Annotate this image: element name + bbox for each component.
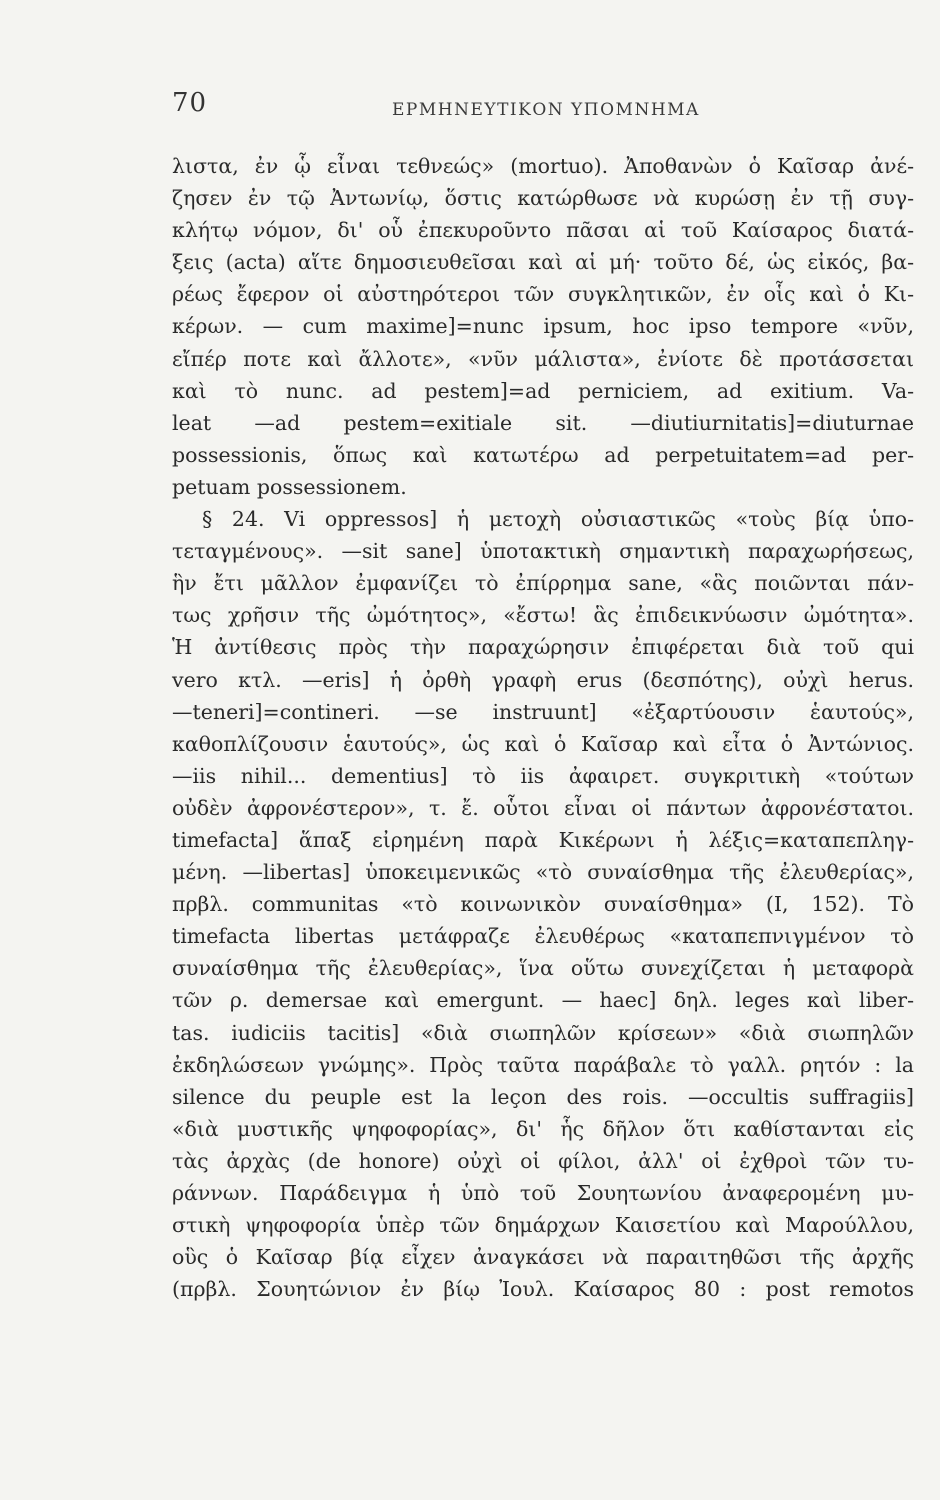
text-line: κλήτῳ νόμον, δι' οὗ ἐπεκυροῦντο πᾶσαι αἱ τοῦ Καίσαρος διατά- [172,218,914,243]
text-line: τως χρῆσιν τῆς ὠμότητος», «ἔστω! ἃς ἐπιδεικνύωσιν ὠμότητα». [172,603,914,628]
commentary-text [172,150,914,1305]
text-line: τὰς ἀρχὰς (de honore) οὐχὶ οἱ φίλοι, ἀλλ' οἱ ἐχθροὶ τῶν τυ- [172,1148,914,1173]
text-line: οὓς ὁ Καῖσαρ βίᾳ εἶχεν ἀναγκάσει νὰ παραιτηθῶσι τῆς ἀρχῆς [172,1245,914,1270]
text-line: timefacta] ἅπαξ εἰρημένη παρὰ Κικέρωνι ἡ λέξις=καταπεπληγ- [172,827,914,852]
text-line: ἣν ἔτι μᾶλλον ἐμφανίζει τὸ ἐπίρρημα sane, «ἃς ποιῶνται πάν- [172,571,914,596]
text-line: ξεις (acta) αἵτε δημοσιευθεῖσαι καὶ αἱ μή· τοῦτο δέ, ὡς εἰκός, βα- [172,250,914,275]
text-line: λιστα, ἐν ᾧ εἶναι τεθνεώς» (mortuo). Ἀποθανὼν ὁ Καῖσαρ ἀνέ- [172,154,914,178]
text-line: ζησεν ἐν τῷ Ἀντωνίῳ, ὅστις κατώρθωσε νὰ κυρώσῃ ἐν τῇ συγ- [172,186,914,211]
text-line: vero κτλ. —eris] ἡ ὀρθὴ γραφὴ erus (δεσπότης), οὐχὶ herus. [172,667,914,692]
text-line: Ἡ ἀντίθεσις πρὸς τὴν παραχώρησιν ἐπιφέρεται διὰ τοῦ qui [172,635,914,660]
page-number: 70 [172,88,208,118]
text-line: timefacta libertas μετάφραζε ἐλευθέρως «καταπεπνιγμένον τὸ [172,924,914,949]
text-line: petuam possessionem. [172,474,407,499]
text-line: καὶ τὸ nunc. ad pestem]=ad perniciem, ad exitium. Va- [172,378,914,403]
text-line: ἐκδηλώσεων γνώμης». Πρὸς ταῦτα παράβαλε τὸ γαλλ. ρητόν : la [172,1052,914,1077]
text-line: «διὰ μυστικῆς ψηφοφορίας», δι' ἧς δῆλον ὅτι καθίστανται εἰς [172,1116,914,1141]
text-line: leat —ad pestem=exitiale sit. —diutiurnitatis]=diuturnae [172,410,914,435]
text-line: τεταγμένους». —sit sane] ὑποτακτικὴ σημαντικὴ παραχωρήσεως, [172,539,914,564]
text-line: στικὴ ψηφοφορία ὑπὲρ τῶν δημάρχων Καισετίου καὶ Μαρούλλου, [172,1213,914,1238]
text-line: —iis nihil... dementius] τὸ iis ἀφαιρετ. συγκριτικὴ «τούτων [172,763,914,788]
text-line: μένη. —libertas] ὑποκειμενικῶς «τὸ συναίσθημα τῆς ἐλευθερίας», [172,860,914,885]
text-line: καθοπλίζουσιν ἑαυτούς», ὡς καὶ ὁ Καῖσαρ καὶ εἶτα ὁ Ἀντώνιος. [172,731,914,756]
text-line: (πρβλ. Σουητώνιον ἐν βίῳ Ἰουλ. Καίσαρος 80 : post remotos [172,1277,914,1302]
text-line: κέρων. — cum maxime]=nunc ipsum, hoc ipso tempore «νῦν, [172,314,914,339]
text-line: τῶν ρ. demersae καὶ emergunt. — haec] δηλ. leges καὶ liber- [172,988,914,1013]
section-heading-line: § 24. Vi oppressos] ἡ μετοχὴ οὐσιαστικῶς «τοὺς βίᾳ ὑπο- [202,507,914,532]
text-line: εἴπέρ ποτε καὶ ἄλλοτε», «νῦν μάλιστα», ἐνίοτε δὲ προτάσσεται [172,346,914,371]
text-line: πρβλ. communitas «τὸ κοινωνικὸν συναίσθημα» (I, 152). Τὸ [172,892,914,917]
text-line: possessionis, ὅπως καὶ κατωτέρω ad perpetuitatem=ad per- [172,442,914,467]
text-line: tas. iudiciis tacitis] «διὰ σιωπηλῶν κρίσεων» «διὰ σιωπηλῶν [172,1020,914,1045]
running-head: ΕΡΜΗΝΕΥΤΙΚΟΝ ΥΠΟΜΝΗΜΑ [392,100,700,120]
text-line: —teneri]=contineri. —se instruunt] «ἐξαρτύουσιν ἑαυτούς», [172,699,914,724]
text-line: silence du peuple est la leçon des rois. —occultis suffragiis] [172,1084,914,1109]
text-line: συναίσθημα τῆς ἐλευθερίας», ἵνα οὕτω συνεχίζεται ἡ μεταφορὰ [172,956,914,981]
text-line: οὐδὲν ἀφρονέστερον», τ. ἔ. οὗτοι εἶναι οἱ πάντων ἀφρονέστατοι. [172,795,914,820]
text-line: ράννων. Παράδειγμα ἡ ὑπὸ τοῦ Σουητωνίου ἀναφερομένη μυ- [172,1181,914,1205]
text-line: ρέως ἔφερον οἱ αὐστηρότεροι τῶν συγκλητικῶν, ἐν οἷς καὶ ὁ Κι- [172,282,914,307]
